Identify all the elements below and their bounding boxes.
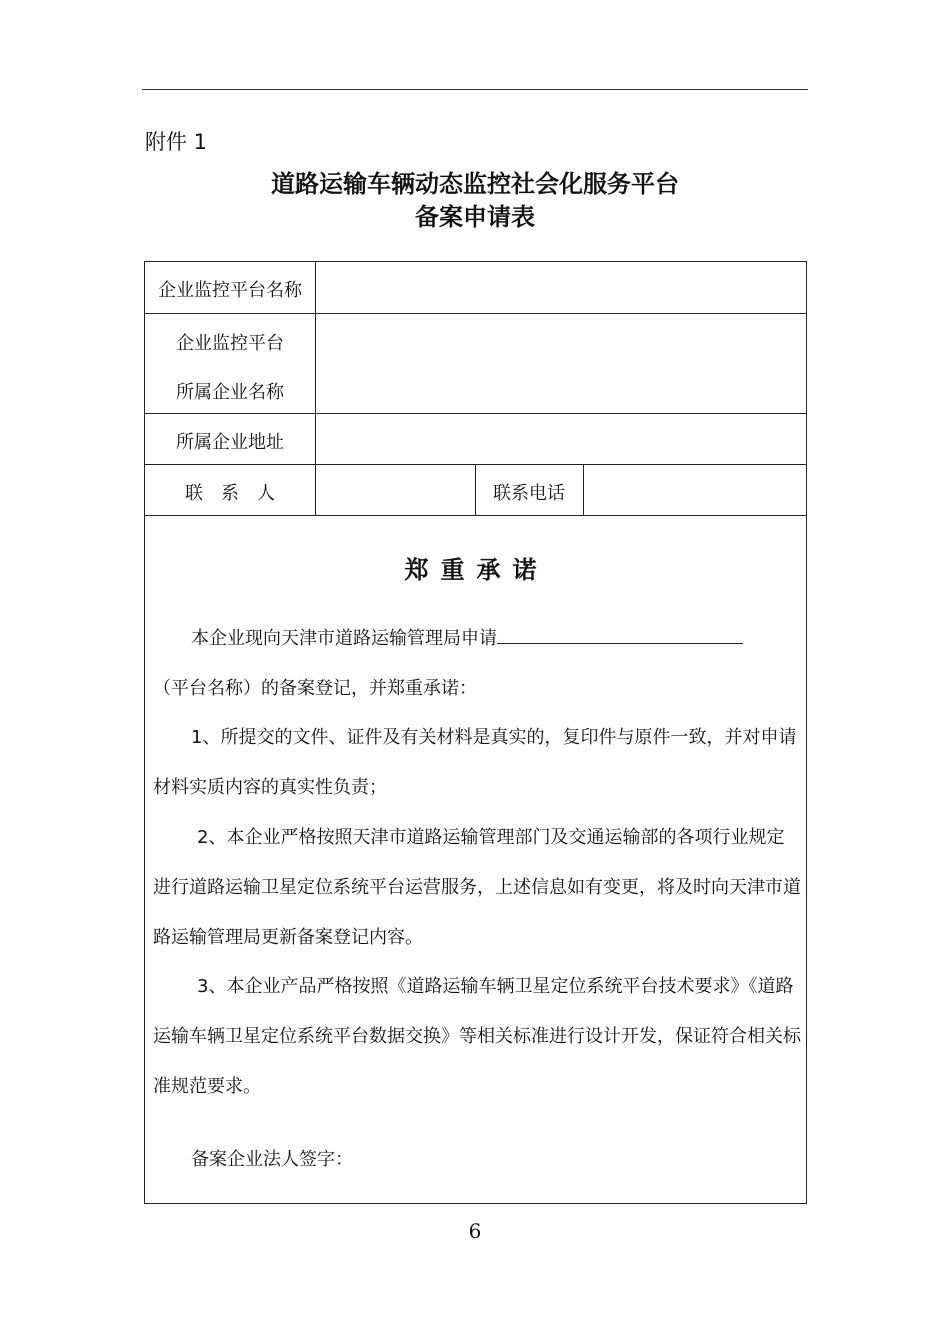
page-number: 6 <box>468 1219 482 1243</box>
pledge-item-1: 1、所提交的文件、证件及有关材料是真实的，复印件与原件一致，并对申请材料实质内容的真实性负责； <box>153 727 797 798</box>
pledge-item-3: 3、本企业产品严格按照《道路运输车辆卫星定位系统平台技术要求》《道路运输车辆卫星定位系统平台数据交换》等相关标准进行设计开发，保证符合相关标准规范要求。 <box>153 976 801 1097</box>
platform-name-row <box>145 262 806 314</box>
pledge-intro-continuation: （平台名称）的备案登记，并郑重承诺： <box>153 678 477 699</box>
phone-label: 联系电话 <box>493 483 565 504</box>
platform-name-field[interactable] <box>316 262 806 313</box>
pledge-intro-text: 本企业现向天津市道路运输管理局申请 <box>191 628 497 649</box>
pledge-title: 郑重承诺 <box>404 556 549 584</box>
document-title: 道路运输车辆动态监控社会化服务平台 <box>271 170 679 198</box>
application-form <box>144 261 807 1204</box>
address-row <box>145 414 806 465</box>
platform-name-label: 企业监控平台名称 <box>158 280 302 301</box>
contact-field[interactable] <box>316 465 474 515</box>
owner-name-row <box>145 314 806 414</box>
attachment-label: 附件 1 <box>145 130 208 154</box>
contact-row <box>145 465 806 516</box>
pledge-item-2: 2、本企业严格按照天津市道路运输管理部门及交通运输部的各项行业规定进行道路运输卫星定位系统平台运营服务，上述信息如有变更，将及时向天津市道路运输管理局更新备案登记内容。 <box>153 827 801 948</box>
phone-field[interactable] <box>584 465 806 515</box>
pledge-intro <box>153 614 801 714</box>
top-rule <box>142 89 808 90</box>
contact-label: 联 系 人 <box>185 483 275 504</box>
owner-name-field[interactable] <box>316 314 806 413</box>
address-field[interactable] <box>316 414 806 464</box>
platform-name-blank[interactable] <box>497 625 743 644</box>
address-label: 所属企业地址 <box>176 432 284 453</box>
owner-label-line2: 所属企业名称 <box>176 382 284 403</box>
document-subtitle: 备案申请表 <box>415 203 535 231</box>
owner-label-line1: 企业监控平台 <box>176 333 284 354</box>
signature-label: 备案企业法人签字： <box>191 1149 353 1170</box>
